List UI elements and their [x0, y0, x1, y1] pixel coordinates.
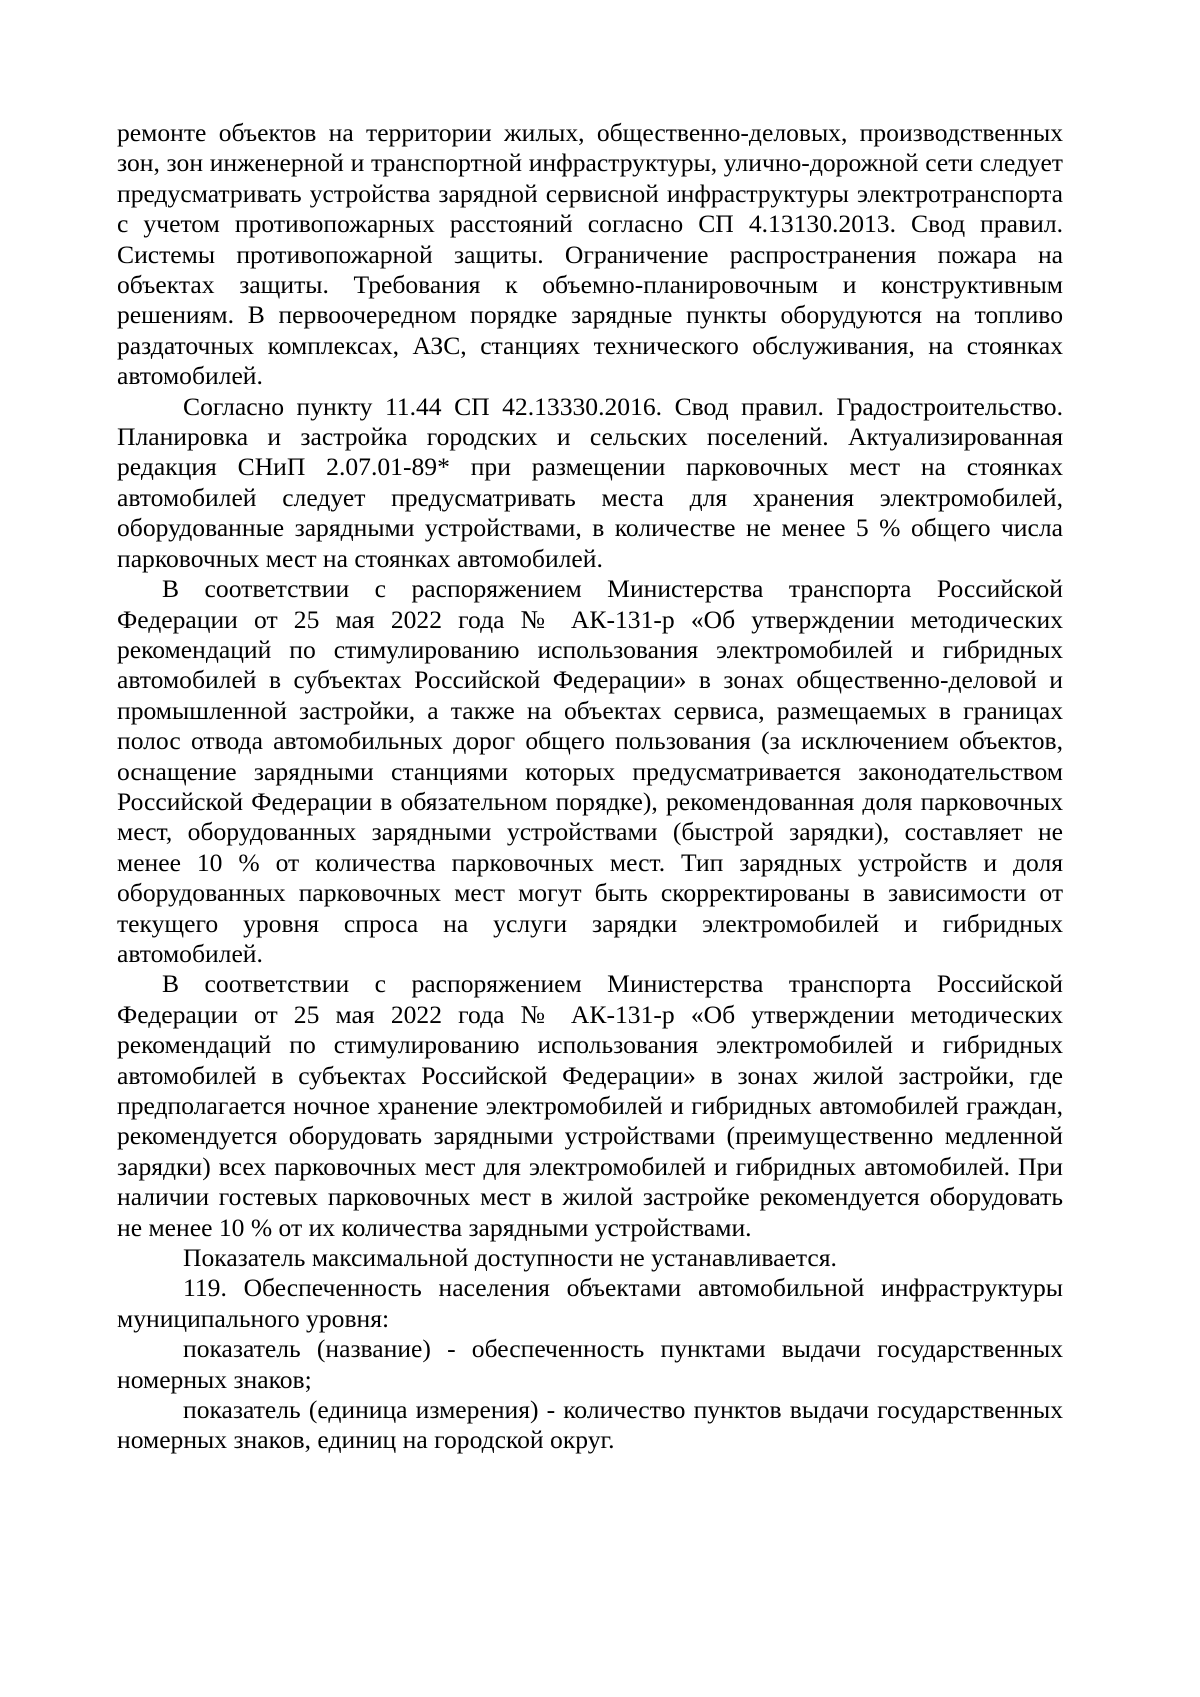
- paragraph-business-zones: В соответствии с распоряжением Министерства транспорта Российской Федерации от 25 мая 2022 года № АК-131-р «Об утверждении методических рекомендаций по стимулированию использования электромобилей и гибридных автомобилей в субъектах Российской Федерации» в зонах общественно-деловой и промышленной застройки, а также на объектах сервиса, размещаемых в границах полос отвода автомобильных дорог общего пользования (за исключением объектов, оснащение зарядными станциями которых предусматривается законодательством Российской Федерации в обязательном порядке), рекомендованная доля парковочных мест, оборудованных зарядными устройствами (быстрой зарядки), составляет не менее 10 % от количества парковочных мест. Тип зарядных устройств и доля оборудованных парковочных мест могут быть скорректированы в зависимости от текущего уровня спроса на услуги зарядки электромобилей и гибридных автомобилей.: [117, 574, 1063, 968]
- paragraph-residential-zones: В соответствии с распоряжением Министерства транспорта Российской Федерации от 25 мая 2022 года № АК-131-р «Об утверждении методических рекомендаций по стимулированию использования электромобилей и гибридных автомобилей в субъектах Российской Федерации» в зонах жилой застройки, где предполагается ночное хранение электромобилей и гибридных автомобилей граждан, рекомендуется оборудовать зарядными устройствами (преимущественно медленной зарядки) всех парковочных мест для электромобилей и гибридных автомобилей. При наличии гостевых парковочных мест в жилой застройке рекомендуется оборудовать не менее 10 % от их количества зарядными устройствами.: [117, 969, 1063, 1242]
- paragraph-charging-infrastructure: ремонте объектов на территории жилых, общественно-деловых, производственных зон, зон инженерной и транспортной инфраструктуры, улично-дорожной сети следует предусматривать устройства зарядной сервисной инфраструктуры электротранспорта с учетом противопожарных расстояний согласно СП 4.13130.2013. Свод правил. Системы противопожарной защиты. Ограничение распространения пожара на объектах защиты. Требования к объемно-планировочным и конструктивным решениям. В первоочередном порядке зарядные пункты оборудуются на топливо раздаточных комплексах, АЗС, станциях технического обслуживания, на стоянках автомобилей.: [117, 118, 1063, 391]
- document-page: [117, 118, 1063, 1456]
- paragraph-sp-42-13330: Согласно пункту 11.44 СП 42.13330.2016. Свод правил. Градостроительство. Планировка и застройка городских и сельских поселений. Актуализированная редакция СНиП 2.07.01-89* при размещении парковочных мест на стоянках автомобилей следует предусматривать места для хранения электромобилей, оборудованные зарядными устройствами, в количестве не менее 5 % общего числа парковочных мест на стоянках автомобилей.: [117, 391, 1063, 573]
- paragraph-indicator-name: показатель (название) - обеспеченность пунктами выдачи государственных номерных знаков;: [117, 1334, 1063, 1394]
- paragraph-item-119: 119. Обеспеченность населения объектами автомобильной инфраструктуры муниципального уровня:: [117, 1273, 1063, 1333]
- paragraph-indicator-unit: показатель (единица измерения) - количество пунктов выдачи государственных номерных знаков, единиц на городской округ.: [117, 1395, 1063, 1455]
- paragraph-max-availability: Показатель максимальной доступности не устанавливается.: [183, 1243, 837, 1273]
